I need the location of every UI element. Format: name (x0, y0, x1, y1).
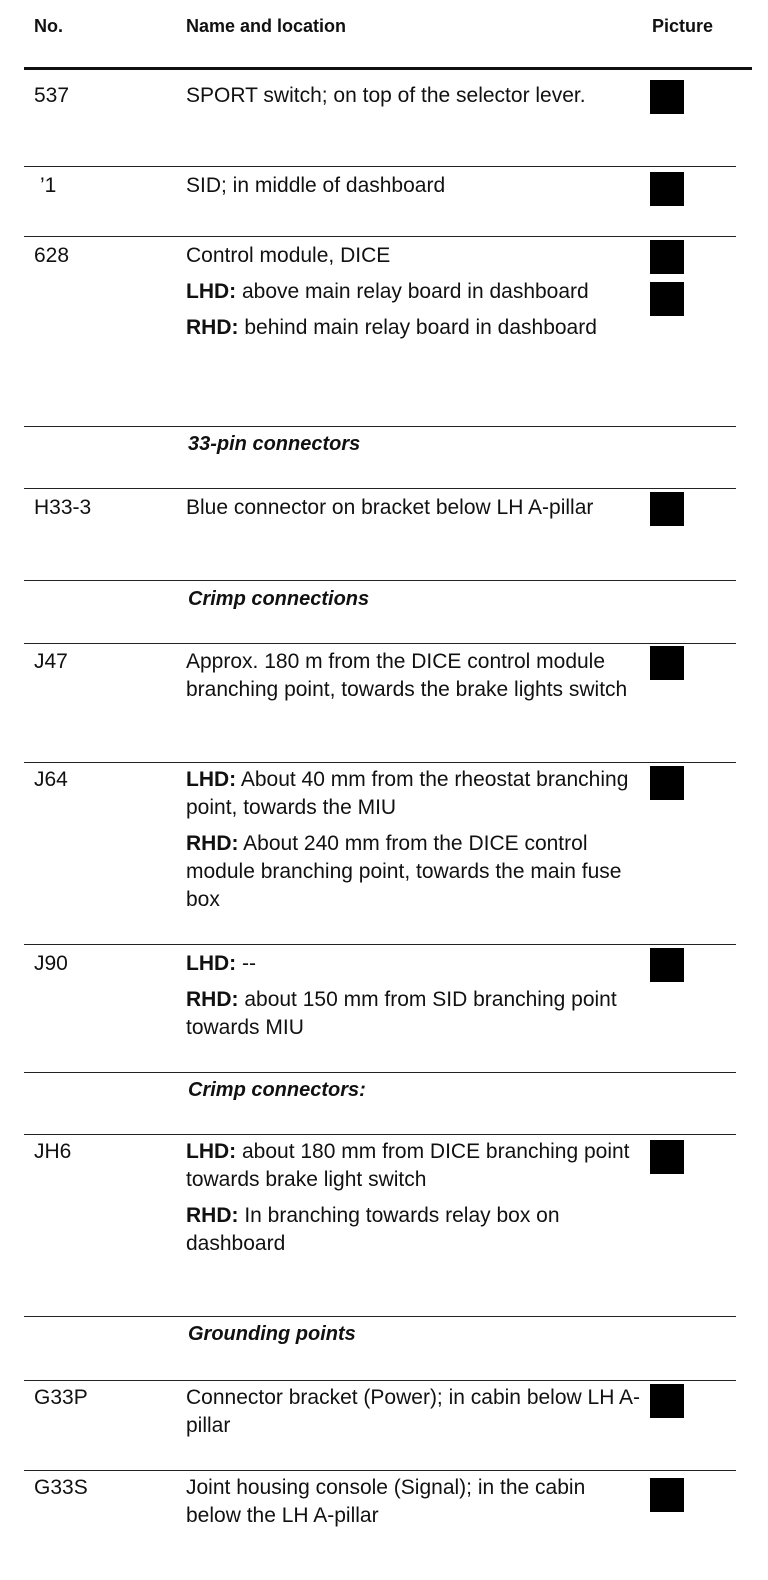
picture-thumbnail[interactable] (650, 282, 684, 316)
row-text: Connector bracket (Power); in cabin below LH A-pillar (186, 1386, 641, 1437)
row-description (186, 950, 641, 1050)
row-divider (24, 580, 736, 581)
lhd-label: LHD: (186, 280, 237, 303)
section-heading: Grounding points (188, 1323, 356, 1345)
lhd-text: above main relay board in dashboard (236, 280, 589, 303)
row-divider (24, 166, 736, 167)
row-divider (24, 426, 736, 427)
row-text: SPORT switch; on top of the selector lever. (186, 84, 586, 107)
rhd-label: RHD: (186, 832, 239, 855)
row-divider (24, 944, 736, 945)
row-number: J64 (34, 768, 68, 791)
row-description (186, 494, 641, 530)
row-divider (24, 1134, 736, 1135)
row-text: Joint housing console (Signal); in the cabin below the LH A-pillar (186, 1476, 586, 1527)
column-header-picture: Picture (652, 16, 714, 36)
picture-thumbnail[interactable] (650, 172, 684, 206)
lhd-text: -- (236, 952, 256, 975)
row-description (186, 242, 641, 350)
rhd-text: behind main relay board in dashboard (238, 316, 597, 339)
lhd-note (186, 1138, 641, 1194)
row-text: Control module, DICE (186, 244, 391, 267)
rhd-note (186, 830, 641, 914)
section-heading: Crimp connectors: (188, 1079, 366, 1101)
rhd-note (186, 1202, 641, 1258)
row-divider (24, 762, 736, 763)
row-description (186, 172, 641, 208)
column-header-name: Name and location (186, 16, 347, 36)
lhd-note (186, 950, 641, 978)
lhd-text: about 180 mm from DICE branching point towards brake light switch (186, 1140, 630, 1191)
row-divider (24, 643, 736, 644)
lhd-label: LHD: (186, 952, 237, 975)
picture-thumbnail[interactable] (650, 948, 684, 982)
row-number: 537 (34, 84, 70, 107)
rhd-label: RHD: (186, 316, 239, 339)
row-divider (24, 1316, 736, 1317)
row-text: Blue connector on bracket below LH A-pillar (186, 496, 594, 519)
row-description (186, 82, 641, 118)
row-text: Approx. 180 m from the DICE control module branching point, towards the brake lights switch (186, 650, 628, 701)
rhd-note (186, 986, 641, 1042)
row-divider (24, 1380, 736, 1381)
lhd-note (186, 278, 641, 306)
row-divider (24, 488, 736, 489)
section-heading: Crimp connections (188, 588, 370, 610)
picture-thumbnail[interactable] (650, 1384, 684, 1418)
lhd-text: About 40 mm from the rheostat branching point, towards the MIU (186, 768, 629, 819)
picture-thumbnail[interactable] (650, 492, 684, 526)
row-description (186, 648, 641, 712)
picture-thumbnail[interactable] (650, 80, 684, 114)
row-description (186, 766, 641, 922)
row-description (186, 1138, 641, 1266)
lhd-note (186, 766, 641, 822)
row-number: H33-3 (34, 496, 92, 519)
row-description (186, 1384, 641, 1448)
rhd-note (186, 314, 641, 342)
column-header-no: No. (34, 16, 63, 36)
row-number: J90 (34, 952, 68, 975)
row-number: 628 (34, 244, 70, 267)
rhd-text: About 240 mm from the DICE control module branching point, towards the main fuse box (186, 832, 622, 911)
rhd-text: In branching towards relay box on dashboard (186, 1204, 560, 1255)
row-description (186, 1474, 641, 1538)
lhd-label: LHD: (186, 1140, 237, 1163)
lhd-label: LHD: (186, 768, 237, 791)
row-text: SID; in middle of dashboard (186, 174, 446, 197)
picture-thumbnail[interactable] (650, 1140, 684, 1174)
row-number: G33P (34, 1386, 88, 1409)
row-divider (24, 236, 736, 237)
rhd-label: RHD: (186, 1204, 239, 1227)
row-number: G33S (34, 1476, 88, 1499)
header-divider (24, 67, 752, 70)
section-heading: 33-pin connectors (188, 433, 361, 455)
rhd-text: about 150 mm from SID branching point towards MIU (186, 988, 617, 1039)
row-divider (24, 1072, 736, 1073)
picture-thumbnail[interactable] (650, 240, 684, 274)
picture-thumbnail[interactable] (650, 646, 684, 680)
row-number: J47 (34, 650, 68, 673)
row-divider (24, 1470, 736, 1471)
rhd-label: RHD: (186, 988, 239, 1011)
row-number: JH6 (34, 1140, 72, 1163)
row-number: ’1 (40, 174, 57, 197)
picture-thumbnail[interactable] (650, 766, 684, 800)
picture-thumbnail[interactable] (650, 1478, 684, 1512)
